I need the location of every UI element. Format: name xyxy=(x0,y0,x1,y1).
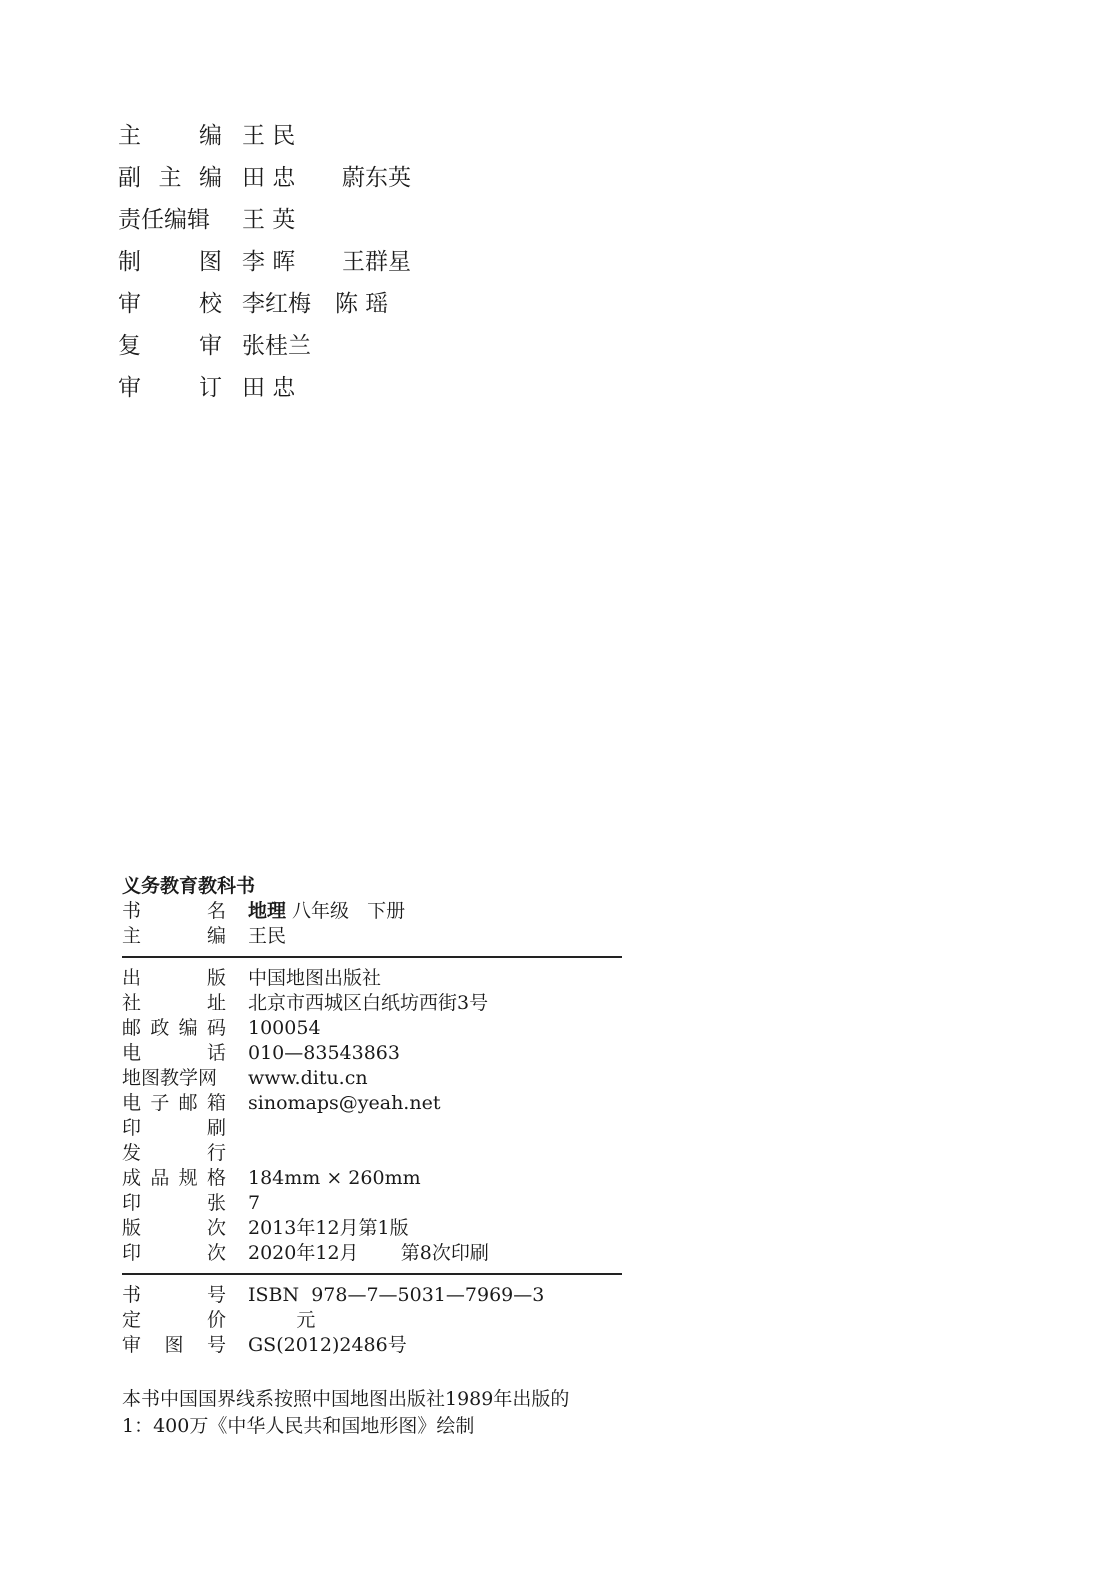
boundary-note xyxy=(122,1386,622,1440)
credit-label: 副 主 编 xyxy=(118,164,222,191)
imprint-row xyxy=(122,1333,622,1358)
credit-names xyxy=(242,243,411,276)
imprint-row xyxy=(122,1041,622,1066)
credit-name: 李红梅 xyxy=(242,290,311,317)
imprint-row xyxy=(122,966,622,991)
credit-names xyxy=(242,201,318,234)
imprint-row xyxy=(122,1091,622,1116)
credit-row-deputy-editor xyxy=(118,154,478,196)
credit-row-review xyxy=(118,322,478,364)
imprint-value: 010—83543863 xyxy=(248,1042,400,1064)
imprint-label: 发 行 xyxy=(122,1142,226,1164)
imprint-label: 印 张 xyxy=(122,1192,226,1214)
credit-label: 审 订 xyxy=(118,374,222,401)
credit-names xyxy=(242,327,311,360)
imprint-value: www.ditu.cn xyxy=(248,1067,368,1089)
imprint-row xyxy=(122,1066,622,1091)
imprint-label: 成 品 规 格 xyxy=(122,1167,226,1189)
imprint-row xyxy=(122,1141,622,1166)
credit-names xyxy=(242,369,318,402)
divider xyxy=(122,956,622,958)
imprint-value xyxy=(248,899,405,924)
credit-names xyxy=(242,159,411,192)
imprint-value: 2020年12月 第8次印刷 xyxy=(248,1242,489,1264)
credit-row-responsible-editor xyxy=(118,196,478,238)
credit-row-chief-editor xyxy=(118,112,478,154)
imprint-label: 主 编 xyxy=(122,925,226,947)
credit-names xyxy=(242,285,388,318)
credit-label: 制 图 xyxy=(118,248,222,275)
credit-name: 李 晖 xyxy=(242,248,296,275)
series-title: 义务教育教科书 xyxy=(122,875,256,897)
imprint-row xyxy=(122,1166,622,1191)
credit-name: 田 忠 xyxy=(242,164,296,191)
credit-label: 责任编辑 xyxy=(118,206,210,233)
boundary-note-line: 本书中国国界线系按照中国地图出版社1989年出版的 xyxy=(122,1388,570,1410)
credit-label: 主 编 xyxy=(118,122,222,149)
imprint-label: 社 址 xyxy=(122,992,226,1014)
imprint-value: sinomaps@yeah.net xyxy=(248,1092,441,1114)
editorial-credits xyxy=(118,112,478,406)
book-title-subject: 地理 xyxy=(248,900,287,922)
imprint-label: 书 名 xyxy=(122,900,226,922)
imprint-row-editor xyxy=(122,924,622,949)
imprint-value: 中国地图出版社 xyxy=(248,967,382,989)
imprint-row xyxy=(122,1283,622,1308)
credit-row-cartography xyxy=(118,238,478,280)
credit-row-proofreading xyxy=(118,280,478,322)
credit-name: 田 忠 xyxy=(242,374,296,401)
imprint-value: 王民 xyxy=(248,925,287,947)
boundary-note-line: 1：400万《中华人民共和国地形图》绘制 xyxy=(122,1415,475,1437)
credit-name: 王 民 xyxy=(242,122,296,149)
credit-label: 审 校 xyxy=(118,290,222,317)
imprint-row xyxy=(122,1016,622,1041)
imprint-value: GS(2012)2486号 xyxy=(248,1334,407,1356)
imprint-label: 地图教学网 xyxy=(122,1067,218,1089)
credit-name: 张桂兰 xyxy=(242,332,311,359)
credit-name: 陈 瑶 xyxy=(335,290,389,317)
imprint-row xyxy=(122,1216,622,1241)
credit-name: 蔚东英 xyxy=(342,164,411,191)
imprint-label: 电 话 xyxy=(122,1042,226,1064)
isbn-info xyxy=(122,1283,622,1358)
divider xyxy=(122,1273,622,1275)
credit-name: 王群星 xyxy=(342,248,411,275)
imprint-value: 元 xyxy=(248,1309,316,1331)
imprint-label: 出 版 xyxy=(122,967,226,989)
imprint-value: ISBN 978—7—5031—7969—3 xyxy=(248,1284,545,1306)
imprint-label: 印 次 xyxy=(122,1242,226,1264)
imprint-label: 电 子 邮 箱 xyxy=(122,1092,226,1114)
publishing-info xyxy=(122,966,622,1266)
imprint-row xyxy=(122,1241,622,1266)
imprint-row xyxy=(122,1116,622,1141)
imprint-label: 版 次 xyxy=(122,1217,226,1239)
imprint-label: 邮 政 编 码 xyxy=(122,1017,226,1039)
credit-names xyxy=(242,117,318,150)
imprint-value: 184mm × 260mm xyxy=(248,1167,421,1189)
imprint-label: 书 号 xyxy=(122,1284,226,1306)
imprint-label: 印 刷 xyxy=(122,1117,226,1139)
credit-label: 复 审 xyxy=(118,332,222,359)
imprint-value: 100054 xyxy=(248,1017,321,1039)
imprint-value: 北京市西城区白纸坊西街3号 xyxy=(248,992,489,1014)
imprint-row xyxy=(122,991,622,1016)
imprint-row-book-title xyxy=(122,899,622,924)
imprint-row xyxy=(122,1308,622,1333)
imprint-value: 7 xyxy=(248,1192,261,1214)
imprint-label: 定 价 xyxy=(122,1309,226,1331)
imprint-label: 审 图 号 xyxy=(122,1334,226,1356)
imprint-row xyxy=(122,1191,622,1216)
credit-name: 王 英 xyxy=(242,206,296,233)
imprint-block xyxy=(122,873,622,1440)
book-title-grade: 八年级 下册 xyxy=(286,900,406,922)
imprint-value: 2013年12月第1版 xyxy=(248,1217,409,1239)
credit-row-final-review xyxy=(118,364,478,406)
